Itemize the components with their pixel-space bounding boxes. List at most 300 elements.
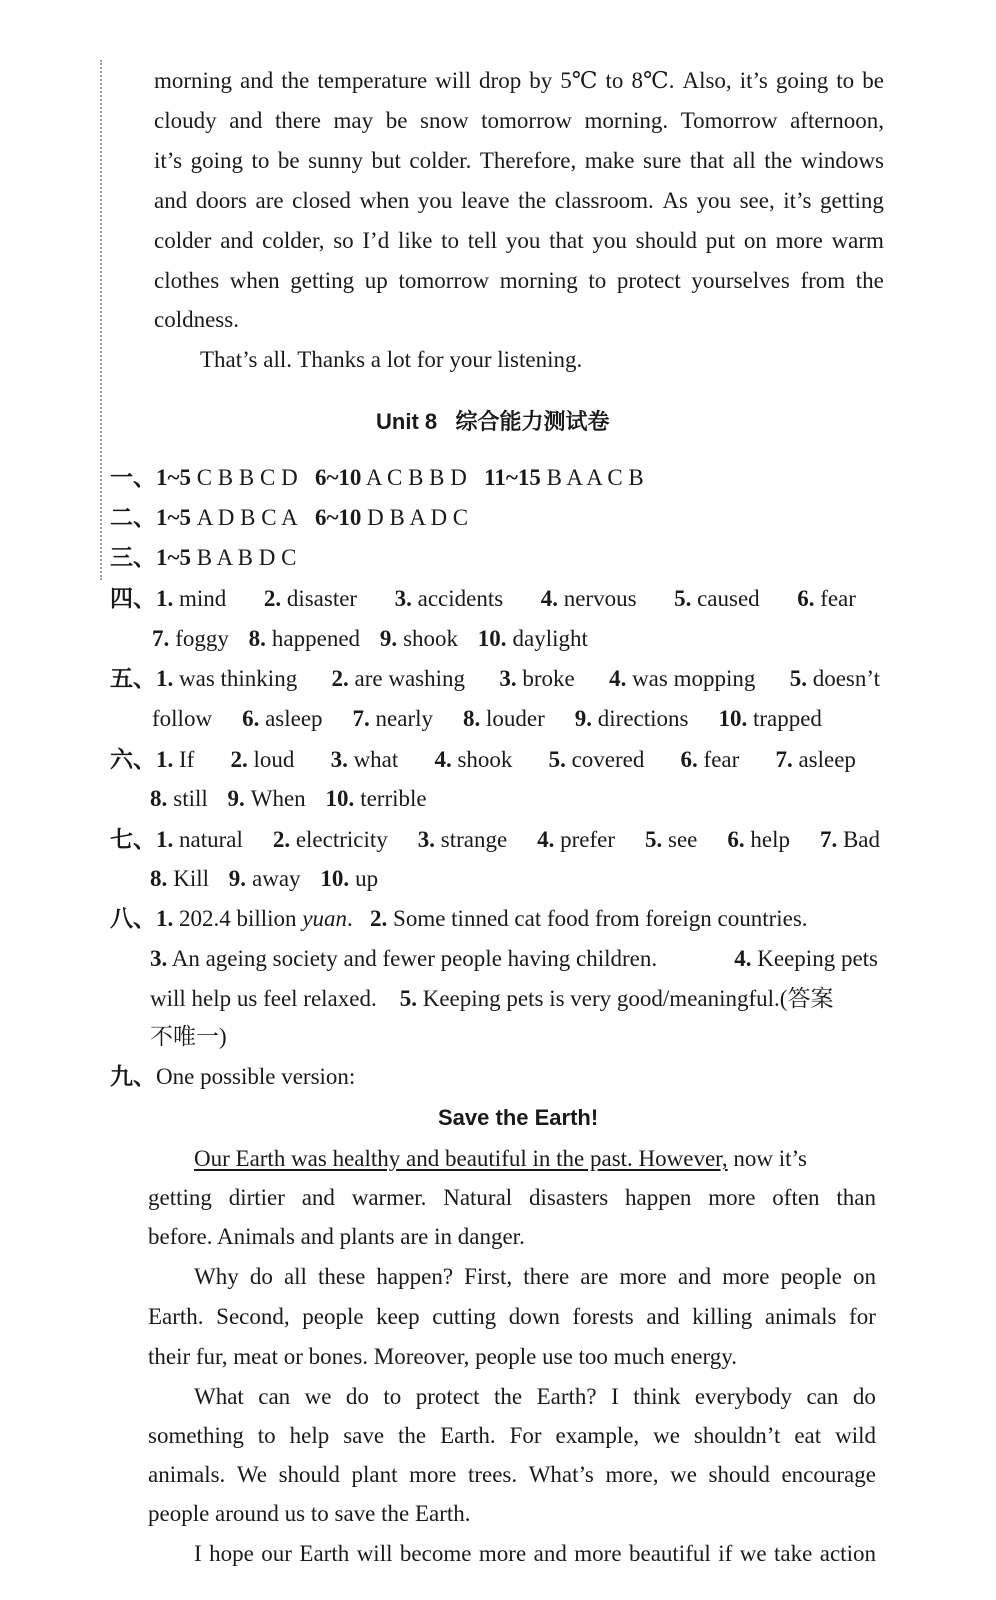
word: should [635, 228, 697, 253]
word: trees. [467, 1462, 518, 1487]
word: there [523, 1264, 570, 1289]
answer-item [499, 664, 574, 694]
item-number: 2. [230, 747, 248, 772]
word: do [249, 1264, 273, 1289]
answer-item [264, 584, 357, 614]
word: leave [460, 188, 510, 213]
item-number: 7. [819, 827, 838, 852]
word: yourselves [691, 268, 790, 293]
item-number: 3. [499, 666, 517, 691]
word: For [509, 1423, 542, 1448]
answer-text: asleep [265, 706, 323, 731]
answer-item [110, 664, 297, 694]
answer-punct: . [347, 906, 353, 931]
item-number: 9. [574, 706, 593, 731]
section-intro: One possible version: [156, 1064, 356, 1089]
item-number: 6. [797, 586, 815, 611]
word: you [417, 188, 453, 213]
word: Also, [682, 68, 732, 93]
item-number: 5. [789, 666, 807, 691]
word: tell [467, 228, 498, 253]
answer-text-italic: yuan [302, 906, 348, 931]
word: to [257, 1423, 276, 1448]
word: Why [194, 1264, 239, 1289]
word: it’s [154, 148, 183, 173]
word: do [852, 1384, 876, 1409]
answer-text: help [750, 827, 790, 852]
word: colder. [409, 148, 472, 173]
answer-text: If [179, 747, 195, 772]
word: help [289, 1423, 330, 1448]
word: the [494, 1384, 523, 1409]
word: when [229, 268, 280, 293]
answer-group: B A B D C [196, 545, 297, 570]
answer-text: Some tinned cat food from foreign countries. [393, 906, 808, 931]
word: to [383, 1384, 402, 1409]
word: to [836, 68, 855, 93]
word: morning. [584, 108, 669, 133]
answer-item [797, 584, 856, 614]
item-number: 4. [609, 666, 627, 691]
answer-text: asleep [798, 747, 856, 772]
answer-text: up [355, 866, 379, 891]
answer-text: loud [253, 747, 295, 772]
section-3 [110, 543, 296, 573]
section-4-line-1 [110, 584, 856, 614]
answer-item [231, 745, 295, 775]
word: getting [819, 188, 884, 213]
answer-item [228, 784, 306, 814]
word: by [529, 68, 553, 93]
word: the [398, 1423, 427, 1448]
word: we [670, 1462, 697, 1487]
word: should [708, 1462, 770, 1487]
item-number: 9. [227, 786, 245, 811]
word: wild [835, 1423, 876, 1448]
answer-text: When [250, 786, 306, 811]
word: than [836, 1185, 876, 1210]
item-number: 2. [370, 906, 388, 931]
item-number: 1. [156, 827, 174, 852]
word: Second, [216, 1304, 290, 1329]
answer-text: Keeping pets [757, 946, 878, 971]
word: should [278, 1462, 340, 1487]
listening-line-1 [154, 66, 884, 96]
item-number: 2. [331, 666, 349, 691]
item-number: 5. [645, 827, 663, 852]
answer-item [681, 745, 740, 775]
word: it’s [783, 188, 812, 213]
word: are [580, 1264, 609, 1289]
answer-note: (答案 [779, 986, 834, 1011]
essay-p1-line-1 [194, 1144, 807, 1174]
word: Earth [299, 1541, 350, 1566]
range-label: 6~10 [314, 465, 362, 490]
word: tomorrow [481, 108, 572, 133]
word: everybody [694, 1384, 792, 1409]
word: our [261, 1541, 292, 1566]
answer-item [380, 624, 458, 654]
section-1 [110, 463, 644, 493]
section-8-line-1 [110, 904, 808, 934]
word: and [533, 1541, 567, 1566]
word: and [220, 228, 254, 253]
word: more [775, 228, 823, 253]
word: these [318, 1264, 366, 1289]
answer-text: An ageing society and fewer people having children. [171, 946, 658, 971]
word: sure [643, 148, 682, 173]
answer-item [150, 784, 208, 814]
word: like [397, 228, 433, 253]
answer-text: Keeping pets is very good/meaningful. [422, 986, 780, 1011]
essay-title: Save the Earth! [438, 1105, 599, 1130]
essay-p3-line-4: people around us to save the Earth. [148, 1501, 471, 1526]
answer-text: shook [457, 747, 513, 772]
section-6-line-2 [150, 784, 441, 814]
item-number: 2. [272, 827, 291, 852]
answer-text: will help us feel relaxed. [150, 986, 377, 1011]
word: on [743, 228, 767, 253]
word: doors [195, 188, 247, 213]
word: plant [351, 1462, 398, 1487]
word: protect [415, 1384, 480, 1409]
word: and [229, 108, 263, 133]
section-number: 四、 [110, 586, 156, 611]
word: but [371, 148, 401, 173]
answer-group: A D B C A [196, 505, 298, 530]
item-number: 5. [548, 747, 566, 772]
answer-item [353, 704, 433, 734]
word: We [236, 1462, 267, 1487]
word: put [705, 228, 736, 253]
word: I’d [362, 228, 390, 253]
item-number: 1. [156, 586, 174, 611]
answer-group: A C B B D [365, 465, 467, 490]
answer-group: C B B C D [196, 465, 298, 490]
answer-item [775, 745, 855, 775]
essay-p3-line-3 [148, 1460, 876, 1490]
answer-text: broke [522, 666, 575, 691]
word: people [780, 1264, 842, 1289]
word: make [584, 148, 635, 173]
answer-item [434, 745, 512, 775]
answer-item [549, 745, 645, 775]
section-number: 九、 [110, 1064, 156, 1089]
item-number: 4. [734, 946, 752, 971]
answer-item [727, 825, 790, 855]
item-number: 4. [540, 586, 558, 611]
answer-text: disaster [286, 586, 358, 611]
item-number: 5. [674, 586, 692, 611]
answer-item [575, 704, 689, 734]
word: I [194, 1541, 202, 1566]
word: happen? [376, 1264, 454, 1289]
answer-item [395, 584, 504, 614]
word: can [806, 1384, 839, 1409]
word: animals. [148, 1462, 226, 1487]
item-number: 3. [394, 586, 412, 611]
answer-text: covered [571, 747, 645, 772]
word: you [696, 188, 731, 213]
word: tomorrow [398, 268, 490, 293]
answer-item [609, 664, 755, 694]
section-number: 八、 [110, 906, 156, 931]
word: afternoon, [790, 108, 884, 133]
essay-p3-line-2 [148, 1421, 876, 1451]
word: action [819, 1541, 876, 1566]
essay-p2-line-1 [194, 1262, 876, 1292]
answer-text: shook [403, 626, 459, 651]
word: something [148, 1423, 244, 1448]
word: happen [625, 1185, 692, 1210]
essay-p2-line-3: their fur, meat or bones. Moreover, people use too much energy. [148, 1344, 737, 1369]
item-number: 1. [156, 747, 174, 772]
answer-group: D B A D C [367, 505, 469, 530]
word: closed [292, 188, 351, 213]
word: warmer. [351, 1185, 427, 1210]
listening-closing: That’s all. Thanks a lot for your listening. [200, 347, 583, 372]
range-label: 1~5 [156, 505, 191, 530]
answer-text: Bad [842, 827, 880, 852]
word: save [343, 1423, 385, 1448]
answer-text: electricity [295, 827, 388, 852]
word: more, [605, 1462, 659, 1487]
item-number: 8. [463, 706, 481, 731]
word: the [281, 68, 310, 93]
section-number: 七、 [110, 827, 156, 852]
section-5-line-1 [110, 664, 880, 694]
word: morning [154, 68, 232, 93]
section-7-line-2 [150, 864, 392, 894]
item-number: 4. [537, 827, 555, 852]
word: will [435, 68, 472, 93]
word: it’s [739, 68, 768, 93]
answer-text: trapped [752, 706, 822, 731]
answer-item [718, 704, 821, 734]
word: people [302, 1304, 364, 1329]
word: Earth? [536, 1384, 597, 1409]
answer-item [273, 825, 388, 855]
item-number: 3. [417, 827, 435, 852]
answer-item [332, 664, 466, 694]
answer-text: happened [271, 626, 361, 651]
word: dirtier [228, 1185, 285, 1210]
item-number: 10. [477, 626, 507, 651]
answer-text: 202.4 billion [179, 906, 303, 931]
word: First, [464, 1264, 513, 1289]
unit-title: Unit 8 综合能力测试卷 [376, 409, 610, 434]
item-number: 8. [248, 626, 266, 651]
answer-item [331, 745, 399, 775]
word: to [251, 148, 270, 173]
item-number: 1. [156, 906, 174, 931]
word: classroom. [554, 188, 654, 213]
word: warm [831, 228, 884, 253]
word: may [333, 108, 374, 133]
item-number: 6. [727, 827, 745, 852]
word: and [677, 1264, 712, 1289]
answer-item [110, 825, 243, 855]
binding-margin-rule [100, 60, 102, 580]
answer-text: follow [152, 706, 213, 731]
word: to [588, 268, 607, 293]
word: will [356, 1541, 393, 1566]
answer-item [150, 944, 657, 974]
answer-item [249, 624, 360, 654]
word: become [399, 1541, 472, 1566]
word: be [385, 108, 408, 133]
item-number: 8. [150, 866, 168, 891]
section-7-line-1 [110, 825, 880, 855]
answer-item [820, 825, 880, 855]
word: on [852, 1264, 876, 1289]
word: keep [376, 1304, 420, 1329]
word: all [283, 1264, 307, 1289]
word: clothes [154, 268, 220, 293]
word: windows [800, 148, 884, 173]
section-8-line-3 [150, 984, 833, 1014]
essay-p1-line-3: before. Animals and plants are in danger. [148, 1224, 525, 1249]
word: beautiful [629, 1541, 711, 1566]
word: that [689, 148, 725, 173]
answer-text: nearly [375, 706, 433, 731]
item-number: 10. [320, 866, 350, 891]
word: think [633, 1384, 681, 1409]
answer-text: was mopping [632, 666, 756, 691]
word: down [508, 1304, 560, 1329]
word: that [549, 228, 584, 253]
answer-text: caused [697, 586, 760, 611]
word: What’s [528, 1462, 594, 1487]
word: example, [555, 1423, 640, 1448]
word: animals [764, 1304, 837, 1329]
section-number: 三、 [110, 545, 156, 570]
word: going [190, 148, 243, 173]
listening-line-4 [154, 186, 884, 216]
answer-item [242, 704, 322, 734]
essay-p4-line-1 [194, 1539, 876, 1569]
word: the [855, 268, 884, 293]
section-4-line-2 [152, 624, 602, 654]
item-number: 9. [379, 626, 398, 651]
answer-item [152, 624, 229, 654]
word: getting [148, 1185, 212, 1210]
word: so [333, 228, 354, 253]
answer-text: Kill [173, 866, 210, 891]
section-2 [110, 503, 468, 533]
word: see, [739, 188, 775, 213]
word: colder, [262, 228, 325, 253]
word: you [505, 228, 541, 253]
item-number: 10. [718, 706, 748, 731]
word: more [708, 1185, 756, 1210]
word: take [774, 1541, 813, 1566]
item-number: 8. [150, 786, 168, 811]
word: forests [572, 1304, 634, 1329]
listening-line-3 [154, 146, 884, 176]
section-6-line-1 [110, 745, 856, 775]
range-label: 6~10 [314, 505, 362, 530]
answer-item [645, 825, 697, 855]
item-number: 7. [352, 706, 370, 731]
section-number: 一、 [110, 465, 156, 490]
word: the [764, 148, 793, 173]
word: more [409, 1462, 457, 1487]
word: more [722, 1264, 770, 1289]
word: be [277, 148, 300, 173]
listening-line-2 [154, 106, 884, 136]
item-number: 4. [434, 747, 452, 772]
section-number: 六、 [110, 747, 156, 772]
word: 5℃ [560, 68, 598, 93]
answer-text: strange [440, 827, 508, 852]
word: encourage [781, 1462, 876, 1487]
essay-p2-line-2 [148, 1302, 876, 1332]
word: there [274, 108, 321, 133]
word: getting [290, 268, 355, 293]
answer-item [110, 584, 226, 614]
answer-item [325, 784, 426, 814]
word: 8℃. [631, 68, 675, 93]
answer-item [537, 825, 615, 855]
answer-text: fear [703, 747, 740, 772]
word: and [301, 1185, 335, 1210]
word: Natural [443, 1185, 513, 1210]
section-8-line-4: 不唯一) [150, 1024, 227, 1049]
word: we [653, 1423, 680, 1448]
word: for [849, 1304, 876, 1329]
word: more [574, 1541, 622, 1566]
word: are [255, 188, 284, 213]
answer-item [320, 864, 378, 894]
word: be [862, 68, 884, 93]
word: can [258, 1384, 291, 1409]
word: to [605, 68, 624, 93]
word: temperature [317, 68, 428, 93]
range-label: 1~5 [156, 545, 191, 570]
essay-p3-line-1 [194, 1382, 876, 1412]
item-number: 9. [228, 866, 247, 891]
listening-line-5 [154, 226, 884, 256]
answer-text: daylight [512, 626, 588, 651]
word: snow [420, 108, 469, 133]
word: I [611, 1384, 619, 1409]
item-number: 2. [263, 586, 282, 611]
word: you [592, 228, 627, 253]
answer-item [110, 745, 194, 775]
item-number: 10. [325, 786, 355, 811]
word: Tomorrow [680, 108, 778, 133]
word: Earth. [148, 1304, 204, 1329]
word: cutting [432, 1304, 497, 1329]
word: sunny [308, 148, 364, 173]
word: drop [479, 68, 522, 93]
word: often [772, 1185, 820, 1210]
item-number: 3. [150, 946, 168, 971]
answer-item [478, 624, 588, 654]
word: hope [209, 1541, 254, 1566]
answer-item [150, 864, 209, 894]
answer-text: see [668, 827, 698, 852]
word: eat [794, 1423, 822, 1448]
answer-text: nervous [563, 586, 637, 611]
word: and [154, 188, 188, 213]
word: we [739, 1541, 767, 1566]
word: do [345, 1384, 369, 1409]
word: killing [692, 1304, 753, 1329]
answer-text: still [173, 786, 208, 811]
section-8-line-2 [150, 944, 878, 974]
